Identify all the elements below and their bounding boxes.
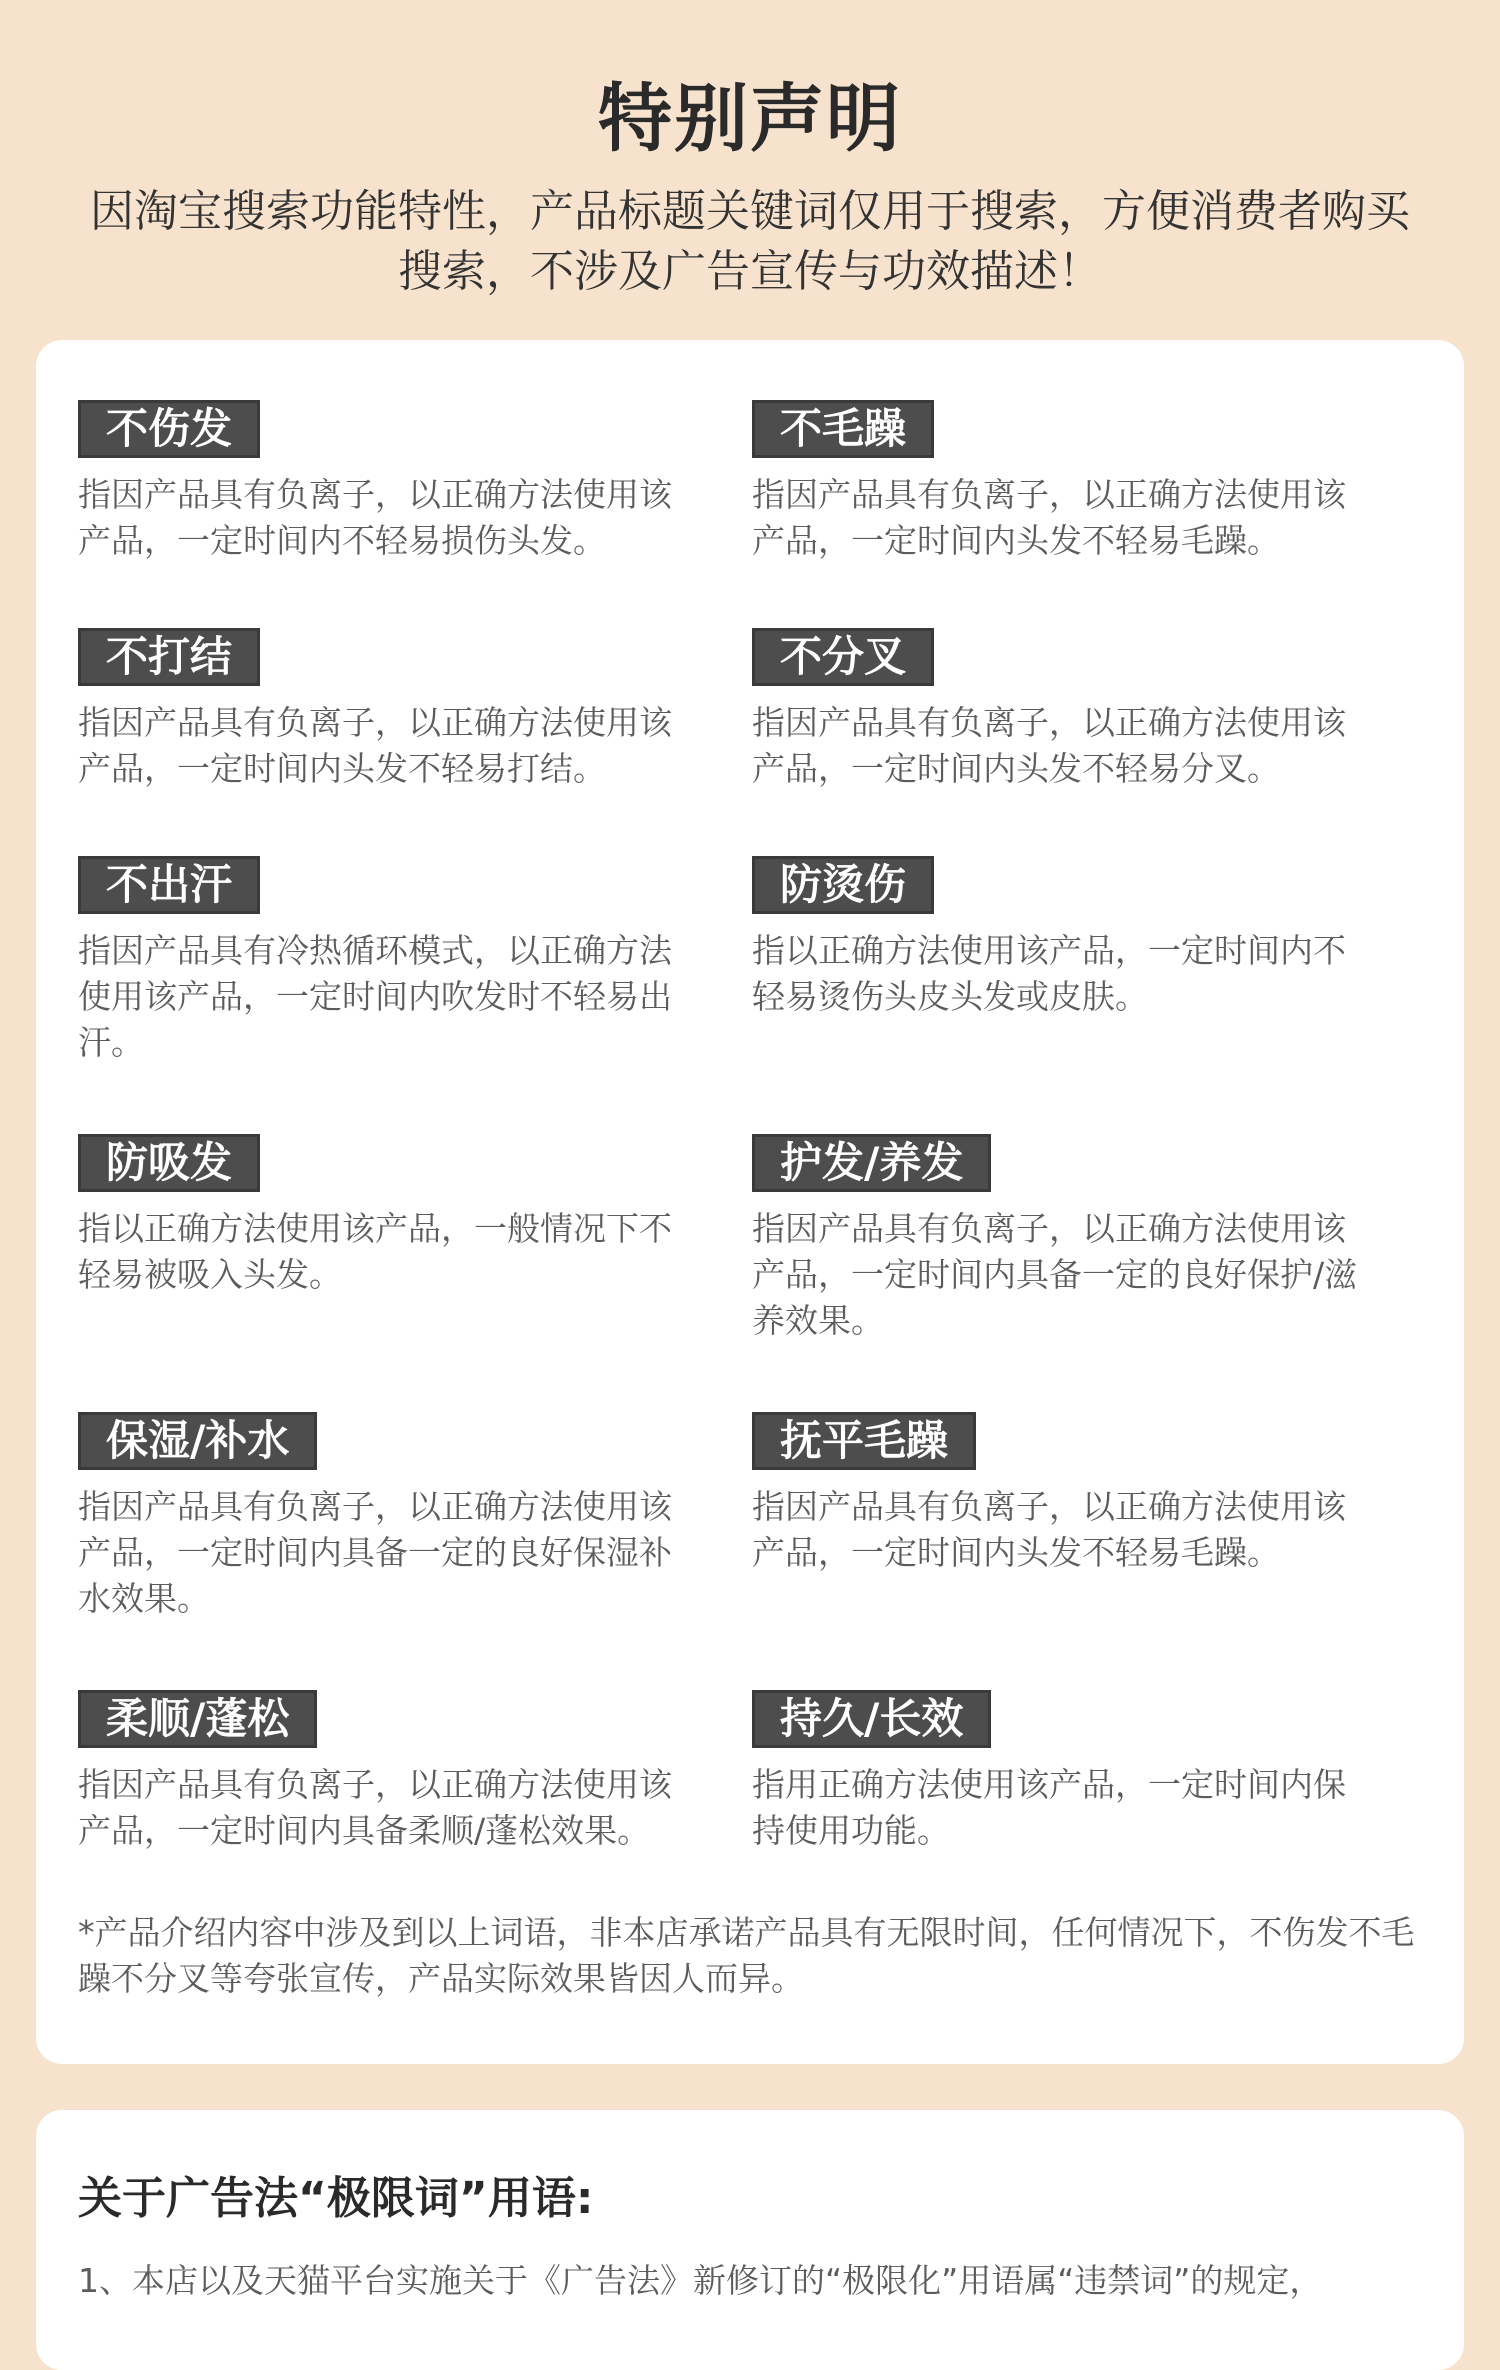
term-item	[752, 628, 1426, 856]
term-item	[78, 1134, 752, 1412]
term-desc: 指因产品具有负离子，以正确方法使用该产品，一定时间内不轻易损伤头发。	[78, 475, 672, 560]
term-desc: 指用正确方法使用该产品，一定时间内保持使用功能。	[752, 1765, 1346, 1850]
term-tag: 护发/养发	[752, 1134, 991, 1192]
intro-text: 因淘宝搜索功能特性，产品标题关键词仅用于搜索，方便消费者购买搜索，不涉及广告宣传与功效描述！	[90, 186, 1410, 297]
term-desc: 指因产品具有负离子，以正确方法使用该产品，一定时间内头发不轻易分叉。	[752, 703, 1346, 788]
term-tag: 保湿/补水	[78, 1412, 317, 1470]
term-item	[752, 1690, 1426, 1918]
term-tag: 柔顺/蓬松	[78, 1690, 317, 1748]
term-desc: 指因产品具有负离子，以正确方法使用该产品，一定时间内具备一定的良好保湿补水效果。	[78, 1487, 672, 1618]
term-grid	[78, 400, 1428, 1918]
term-item	[752, 856, 1426, 1134]
term-item	[78, 1412, 752, 1690]
term-item	[752, 400, 1426, 628]
term-tag: 抚平毛躁	[752, 1412, 976, 1470]
term-item	[78, 400, 752, 628]
term-tag: 不毛躁	[752, 400, 934, 458]
statement-card	[36, 340, 1464, 2064]
disclaimer-note: *产品介绍内容中涉及到以上词语，非本店承诺产品具有无限时间，任何情况下，不伤发不毛躁不分叉等夸张宣传，产品实际效果皆因人而异。	[78, 1913, 1415, 1998]
ad-law-title: 关于广告法“极限词”用语:	[78, 2173, 594, 2224]
term-desc: 指以正确方法使用该产品，一般情况下不轻易被吸入头发。	[78, 1209, 672, 1294]
term-tag: 防吸发	[78, 1134, 260, 1192]
term-tag: 不打结	[78, 628, 260, 686]
term-tag: 不出汗	[78, 856, 260, 914]
ad-law-body: 1、本店以及天猫平台实施关于《广告法》新修订的“极限化”用语属“违禁词”的规定，	[78, 2261, 1323, 2300]
term-item	[78, 628, 752, 856]
term-item	[78, 856, 752, 1134]
term-item	[752, 1134, 1426, 1412]
page-title: 特别声明	[598, 76, 902, 162]
ad-law-card	[36, 2110, 1464, 2370]
term-desc: 指因产品具有负离子，以正确方法使用该产品，一定时间内头发不轻易毛躁。	[752, 1487, 1346, 1572]
term-item	[752, 1412, 1426, 1690]
term-tag: 不伤发	[78, 400, 260, 458]
term-desc: 指因产品具有负离子，以正确方法使用该产品，一定时间内头发不轻易打结。	[78, 703, 672, 788]
term-tag: 不分叉	[752, 628, 934, 686]
term-tag: 防烫伤	[752, 856, 934, 914]
term-desc: 指因产品具有负离子，以正确方法使用该产品，一定时间内具备一定的良好保护/滋养效果。	[752, 1209, 1358, 1340]
term-desc: 指以正确方法使用该产品，一定时间内不轻易烫伤头皮头发或皮肤。	[752, 931, 1346, 1016]
term-tag: 持久/长效	[752, 1690, 991, 1748]
term-desc: 指因产品具有负离子，以正确方法使用该产品，一定时间内具备柔顺/蓬松效果。	[78, 1765, 672, 1850]
term-desc: 指因产品具有负离子，以正确方法使用该产品，一定时间内头发不轻易毛躁。	[752, 475, 1346, 560]
term-item	[78, 1690, 752, 1918]
term-desc: 指因产品具有冷热循环模式，以正确方法使用该产品，一定时间内吹发时不轻易出汗。	[78, 931, 672, 1062]
